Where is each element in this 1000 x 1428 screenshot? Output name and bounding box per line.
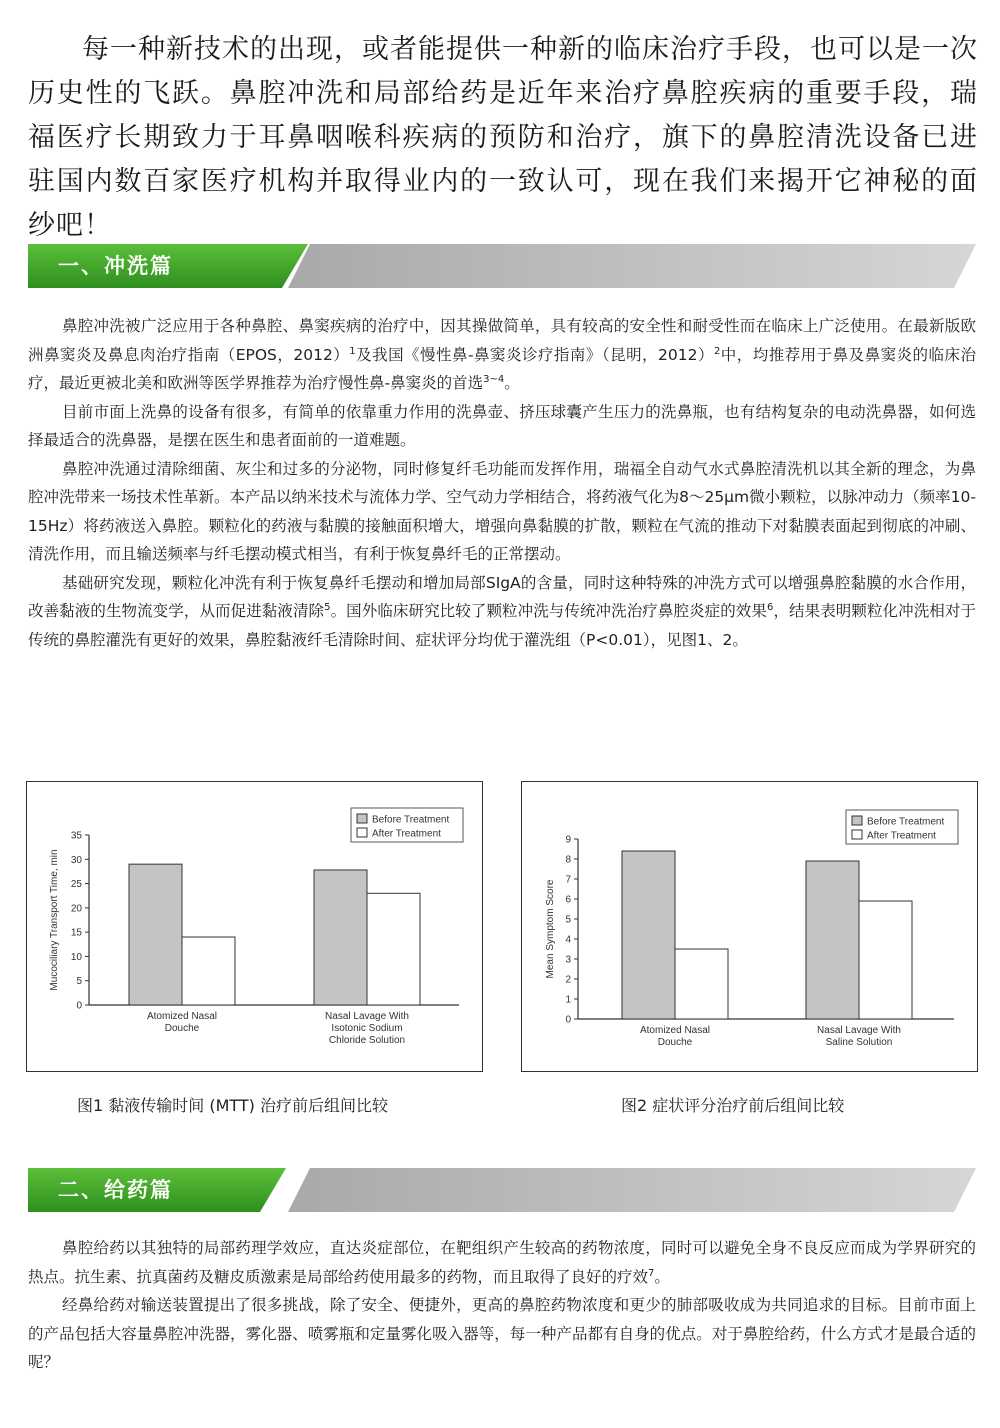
y-tick-label: 35 — [70, 830, 82, 842]
y-axis-label: Mean Symptom Score — [545, 879, 556, 979]
legend-label: Before Treatment — [867, 816, 945, 828]
x-category-label: Chloride Solution — [328, 1035, 406, 1046]
y-tick-label: 2 — [565, 974, 571, 986]
reference-marker: 3~4 — [483, 373, 505, 385]
legend-label: After Treatment — [867, 830, 936, 842]
bar — [314, 870, 367, 1005]
y-axis-label: Mucociliary Transport Time, min — [49, 849, 60, 991]
y-tick-label: 0 — [565, 1014, 571, 1026]
bar — [806, 861, 859, 1019]
section2-paragraph-1: 鼻腔给药以其独特的局部药理学效应，直达炎症部位，在靶组织产生较高的药物浓度，同时可以避免全身不良反应而成为学界研究的热点。抗生素、抗真菌药及糖皮质激素是局部给药使用最多的药物，而且取得了良好的疗效$^7$。 — [28, 1239, 976, 1286]
figure1-caption: 图1 黏液传输时间 (MTT) 治疗前后组间比较 — [77, 1096, 388, 1115]
y-tick-label: 9 — [565, 834, 571, 846]
section1-paragraph-4: 基础研究发现，颗粒化冲洗有利于恢复鼻纤毛摆动和增加局部SIgA的含量，同时这种特殊的冲洗方式可以增强鼻腔黏膜的水合作用，改善黏液的生物流变学，从而促进黏液清除$^5$。国外临床研究比较了颗粒冲洗与传统冲洗治疗鼻腔炎症的效果$^6$，结果表明颗粒化冲洗相对于传统的鼻腔灌洗有更好的效果，鼻腔黏液纤毛清除时间、症状评分均优于灌洗组（P<0.01），见图1、2。 — [28, 573, 976, 649]
legend-swatch — [357, 814, 367, 823]
figure2-caption: 图2 症状评分治疗前后组间比较 — [621, 1096, 845, 1115]
y-tick-label: 5 — [76, 976, 82, 988]
section2-body — [28, 1234, 976, 1377]
y-tick-label: 10 — [70, 951, 82, 963]
x-category-label: Douche — [164, 1023, 200, 1034]
section1-body — [28, 312, 976, 654]
x-category-label: Douche — [657, 1037, 693, 1048]
bar — [859, 901, 912, 1019]
x-category-label: Nasal Lavage With — [325, 1011, 409, 1022]
section1-paragraph-2: 目前市面上洗鼻的设备有很多，有简单的依靠重力作用的洗鼻壶、挤压球囊产生压力的洗鼻瓶，也有结构复杂的电动洗鼻器，如何选择最适合的洗鼻器，是摆在医生和患者面前的一道难题。 — [28, 402, 976, 449]
section2-paragraph-2: 经鼻给药对输送装置提出了很多挑战，除了安全、便捷外，更高的鼻腔药物浓度和更少的肺部吸收成为共同追求的目标。目前市面上的产品包括大容量鼻腔冲洗器，雾化器、喷雾瓶和定量雾化吸入器等，每一种产品都有自身的优点。对于鼻腔给药，什么方式才是最合适的呢？ — [28, 1296, 976, 1371]
bar — [622, 851, 675, 1019]
y-tick-label: 20 — [70, 903, 82, 915]
x-category-label: Atomized Nasal — [146, 1011, 218, 1022]
section1-banner — [28, 244, 976, 288]
legend-label: Before Treatment — [372, 814, 450, 826]
figure2-chart — [521, 781, 978, 1072]
section1-paragraph-3: 鼻腔冲洗通过清除细菌、灰尘和过多的分泌物，同时修复纤毛功能而发挥作用，瑞福全自动气水式鼻腔清洗机以其全新的理念，为鼻腔冲洗带来一场技术性革新。本产品以纳米技术与流体力学、空气动力学相结合，将药液气化为8～25μm微小颗粒，以脉冲动力（频率10-15Hz）将药液送入鼻腔。颗粒化的药液与黏膜的接触面积增大，增强向鼻黏膜的扩散，颗粒在气流的推动下对黏膜表面起到彻底的冲刷、清洗作用，而且输送频率与纤毛摆动模式相当，有利于恢复鼻纤毛的正常摆动。 — [28, 459, 976, 563]
y-tick-label: 30 — [70, 854, 82, 866]
figure2-svg — [522, 782, 977, 1071]
y-tick-label: 15 — [70, 927, 82, 939]
reference-marker: 2 — [713, 345, 721, 357]
y-tick-label: 1 — [565, 994, 571, 1006]
banner-stripe — [288, 1168, 976, 1212]
y-tick-label: 25 — [70, 879, 82, 891]
bar — [367, 893, 420, 1005]
legend-swatch — [852, 830, 862, 839]
y-tick-label: 6 — [565, 894, 571, 906]
reference-marker: 1 — [349, 345, 356, 357]
section1-paragraph-1: 鼻腔冲洗被广泛应用于各种鼻腔、鼻窦疾病的治疗中，因其操做简单，具有较高的安全性和耐受性而在临床上广泛使用。在最新版欧洲鼻窦炎及鼻息肉治疗指南（EPOS，2012）$^1$及我国《慢性鼻-鼻窦炎诊疗指南》（昆明，2012）$^2$中，均推荐用于鼻及鼻窦炎的临床治疗，最近更被北美和欧洲等医学界推荐为治疗慢性鼻-鼻窦炎的首选$^{3\sim 4}$。 — [28, 317, 976, 392]
bar — [675, 949, 728, 1019]
section2-banner — [28, 1168, 976, 1212]
reference-marker: 6 — [766, 601, 774, 613]
reference-marker: 7 — [648, 1267, 655, 1279]
y-tick-label: 8 — [565, 854, 571, 866]
reference-marker: 5 — [324, 601, 331, 613]
y-tick-label: 7 — [565, 874, 571, 886]
y-tick-label: 4 — [565, 934, 571, 946]
banner-stripe — [288, 244, 976, 288]
figure1-chart — [26, 781, 483, 1072]
y-tick-label: 5 — [565, 914, 571, 926]
legend-label: After Treatment — [372, 828, 441, 840]
figure1-svg — [27, 782, 482, 1071]
bar — [129, 864, 182, 1005]
y-tick-label: 3 — [565, 954, 571, 966]
x-category-label: Saline Solution — [825, 1037, 893, 1048]
legend-swatch — [852, 816, 862, 825]
intro-paragraph: 每一种新技术的出现，或者能提供一种新的临床治疗手段，也可以是一次历史性的飞跃。鼻腔冲洗和局部给药是近年来治疗鼻腔疾病的重要手段，瑞福医疗长期致力于耳鼻咽喉科疾病的预防和治疗，旗下的鼻腔清洗设备已进驻国内数百家医疗机构并取得业内的一致认可，现在我们来揭开它神秘的面纱吧！ — [28, 34, 978, 241]
legend-swatch — [357, 828, 367, 837]
y-tick-label: 0 — [76, 1000, 82, 1012]
section2-title: 二、给药篇 — [58, 1178, 173, 1202]
x-category-label: Isotonic Sodium — [331, 1023, 403, 1034]
x-category-label: Nasal Lavage With — [817, 1025, 901, 1036]
bar — [182, 937, 235, 1005]
x-category-label: Atomized Nasal — [639, 1025, 711, 1036]
section1-title: 一、冲洗篇 — [58, 254, 173, 278]
